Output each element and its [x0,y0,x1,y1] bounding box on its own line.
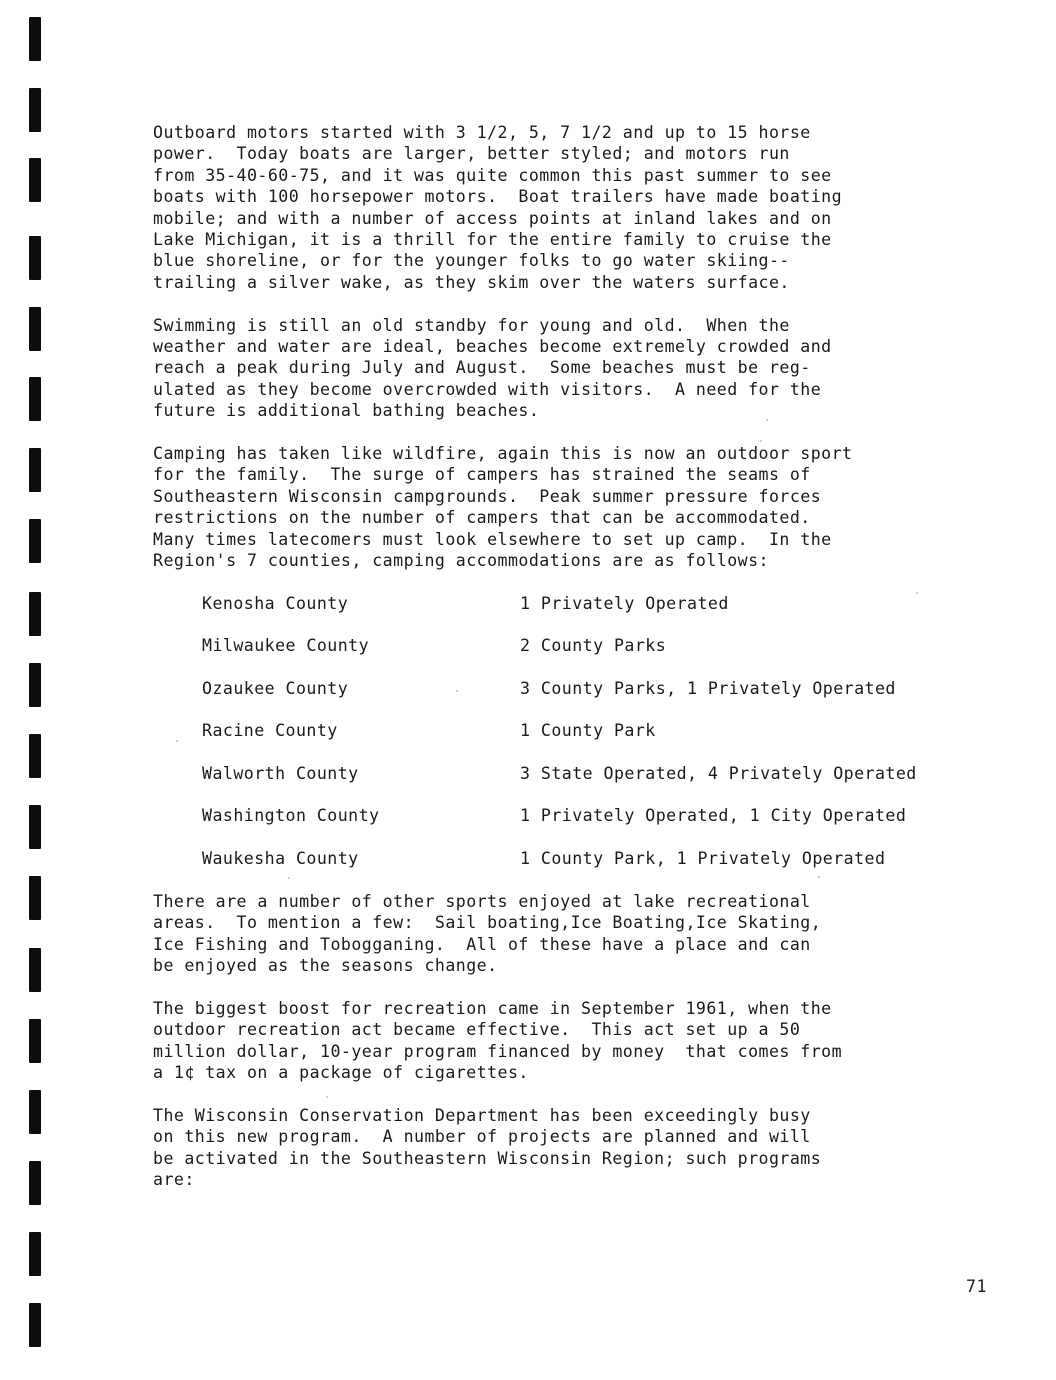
binding-hole [29,377,41,421]
binding-hole [29,1161,41,1205]
paragraph-camping: Camping has taken like wildfire, again this is now an outdoor sport for the family. The surge of campers has strained the seams of Southeastern Wisconsin campgrounds. Peak summer pressure forces restrictions on the number of campers that can be accommodated. Many times latecomers must look elsewhere to set up camp. In the Region's 7 counties, camping accommodations are as follows: [153,444,853,571]
county-name: Kenosha County [202,593,349,613]
binding-hole [29,236,41,280]
county-facilities: 1 County Park, 1 Privately Operated [520,848,886,868]
binding-hole [29,948,41,992]
county-facilities: 3 State Operated, 4 Privately Operated [520,763,917,783]
paragraph-other-sports: There are a number of other sports enjoyed at lake recreational areas. To mention a few: Sail boating,Ice Boating,Ice Skating, Ice Fishing and Tobogganing. All of these have a place and can be enjoyed as the seasons change. [153,891,822,976]
page-number: 71 [966,1277,987,1296]
binding-hole [29,307,41,351]
binding-hole [29,519,41,563]
county-name: Waukesha County [202,848,359,868]
binding-hole [29,805,41,849]
county-facilities: 1 County Park [520,721,656,741]
binding-hole [29,1019,41,1063]
page-body [153,122,1013,1212]
county-name: Walworth County [202,763,359,783]
binding-hole [29,663,41,707]
binding-hole [29,1090,41,1134]
binding-hole [29,876,41,920]
camping-accommodations-table [153,593,1013,891]
binding-hole [29,592,41,636]
table-row [153,678,1013,721]
binding-hole [29,88,41,132]
paragraph-recreation-act: The biggest boost for recreation came in September 1961, when the outdoor recreation act became effective. This act set up a 50 million dollar, 10-year program financed by money that comes from a 1¢ tax on a package of cigarettes. [153,998,843,1083]
county-facilities: 1 Privately Operated, 1 City Operated [520,806,907,826]
binding-hole [29,158,41,202]
county-facilities: 3 County Parks, 1 Privately Operated [520,678,896,698]
binding-hole [29,1303,41,1347]
table-row [153,763,1013,806]
county-name: Ozaukee County [202,678,349,698]
table-row [153,593,1013,636]
county-facilities: 1 Privately Operated [520,593,729,613]
county-name: Racine County [202,721,338,741]
binding-hole [29,1232,41,1276]
county-name: Washington County [202,806,380,826]
binding-holes [29,0,43,1380]
table-row [153,805,1013,848]
paragraph-conservation-department: The Wisconsin Conservation Department has been exceedingly busy on this new program. A number of projects are planned and will be activated in the Southeastern Wisconsin Region; such programs are: [153,1105,822,1190]
paragraph-swimming: Swimming is still an old standby for young and old. When the weather and water are ideal, beaches become extremely crowded and reach a peak during July and August. Some beaches must be reg- ulated as they become overcrowded with visitors. A need for the future is additional bathing beaches. [153,315,832,421]
county-facilities: 2 County Parks [520,636,667,656]
binding-hole [29,17,41,61]
table-row [153,720,1013,763]
table-row [153,635,1013,678]
binding-hole [29,448,41,492]
county-name: Milwaukee County [202,636,370,656]
paragraph-boating: Outboard motors started with 3 1/2, 5, 7 1/2 and up to 15 horse power. Today boats are larger, better styled; and motors run from 35-40-60-75, and it was quite common this past summer to see boats with 100 horsepower motors. Boat trailers have made boating mobile; and with a number of access points at inland lakes and on Lake Michigan, it is a thrill for the entire family to cruise the blue shoreline, or for the younger folks to go water skiing-- trailing a silver wake, as they skim over the waters surface. [153,123,843,292]
table-row [153,848,1013,891]
binding-hole [29,734,41,778]
